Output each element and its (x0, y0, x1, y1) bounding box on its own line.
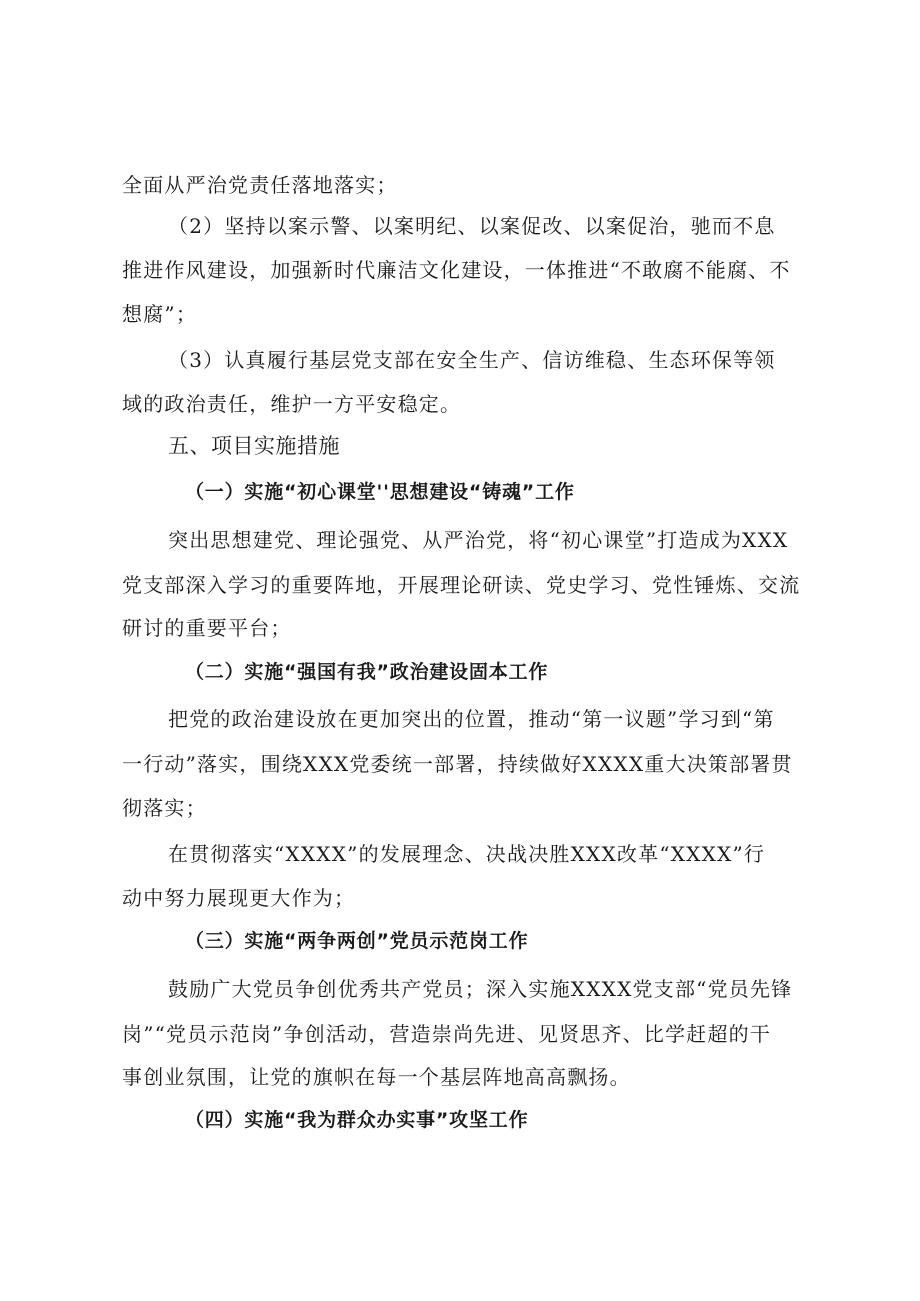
list-item-2-line: （2）坚持以案示警、以案明纪、以案促改、以案促治，驰而不息 (168, 214, 776, 238)
paragraph-line: 一行动”落实，围绕XXX党委统一部署，持续做好XXXX重大决策部署贯 (122, 752, 793, 776)
paragraph-line: 党支部深入学习的重要阵地，开展理论研读、党史学习、党性锤炼、交流 (122, 573, 801, 597)
section-heading: 五、项目实施措施 (168, 434, 340, 458)
sub-heading-1: （一）实施“初心课堂''思想建设“铸魂”工作 (185, 481, 575, 503)
paragraph-line: 事创业氛围，让党的旗帜在每一个基层阵地高高飘扬。 (122, 1065, 631, 1089)
paragraph-line: 把党的政治建设放在更加突出的位置，推动“第一议题”学习到“第 (168, 707, 775, 731)
sub-heading-2: （二）实施“强国有我”政治建设固本工作 (185, 661, 549, 683)
paragraph-line: 岗”“党员示范岗”争创活动，营造崇尚先进、见贤思齐、比学赶超的干 (122, 1022, 772, 1046)
paragraph-line: 动中努力展现更大作为； (122, 886, 356, 910)
paragraph-line: 彻落实； (122, 796, 207, 820)
sub-heading-3: （三）实施“两争两创”党员示范岗工作 (185, 930, 529, 952)
list-item-3-line: （3）认真履行基层党支部在安全生产、信访维稳、生态环保等领 (168, 348, 776, 372)
paragraph-line: 研讨的重要平台； (122, 616, 292, 640)
paragraph-line: 域的政治责任，维护一方平安稳定。 (122, 392, 462, 416)
paragraph-line: 在贯彻落实“XXXX”的发展理念、决战决胜XXX改革“XXXX”行 (168, 842, 766, 866)
paragraph-line: 突出思想建党、理论强党、从严治党，将“初心课堂”打造成为XXX (168, 528, 789, 552)
paragraph-line: 全面从严治党责任落地落实； (122, 173, 398, 197)
sub-heading-4: （四）实施“我为群众办实事”攻坚工作 (185, 1109, 529, 1131)
paragraph-line: 推进作风建设，加强新时代廉洁文化建设，一体推进“不敢腐不能腐、不 (122, 258, 791, 282)
paragraph-line: 想腐”； (122, 302, 198, 326)
paragraph-line: 鼓励广大党员争创优秀共产党员；深入实施XXXX党支部“党员先锋 (168, 977, 793, 1001)
